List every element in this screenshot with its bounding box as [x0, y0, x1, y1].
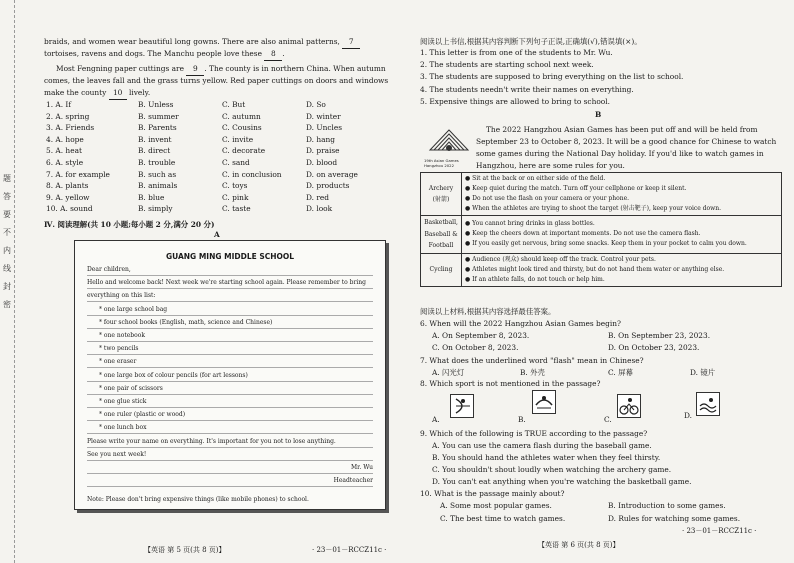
sidebar-char: 题 [3, 174, 11, 183]
cloze-option[interactable]: D. praise [306, 146, 340, 156]
section-a-label: A [214, 230, 220, 239]
cloze-option[interactable]: 8. A. plants [46, 181, 89, 191]
sidebar-char: 答 [3, 192, 11, 201]
rule-item: ● When the athletes are trying to shoot the target (射击靶子), keep your voice down. [465, 205, 722, 212]
notice-title: GUANG MING MIDDLE SCHOOL [165, 252, 295, 261]
rules-row [421, 253, 782, 286]
rules-cell [462, 253, 782, 286]
passage-line: Most Fengning paper cuttings are 9 . The county is in northern China. When autumn [56, 63, 386, 76]
question-8: 8. Which sport is not mentioned in the passage? [420, 379, 601, 388]
notice-line: everything on this list: [87, 291, 373, 302]
q10-option-a[interactable]: A. Some most popular games. [440, 501, 552, 510]
cloze-option[interactable]: D. on average [306, 169, 358, 179]
q10-option-c[interactable]: C. The best time to watch games. [440, 514, 566, 523]
sidebar-char: 要 [3, 210, 11, 219]
q9-option-a[interactable]: A. You can use the camera flash during the baseball game. [432, 441, 652, 450]
cloze-option[interactable]: C. invite [222, 134, 254, 144]
rule-item: ● Do not use the flash on your camera or your phone. [465, 195, 630, 202]
cloze-option[interactable]: 10. A. sound [46, 204, 93, 214]
rule-item: ● Athletes might look tired and thirsty, but do not hand them water or anything else. [465, 265, 725, 273]
supply-list-item: * one notebook [87, 331, 373, 342]
rule-item: ● If an athlete falls, do not touch or help him. [465, 275, 605, 283]
true-false-statement: 2. The students are starting school next week. [420, 60, 594, 70]
cloze-option[interactable]: B. such as [138, 169, 177, 179]
q10-option-d[interactable]: D. Rules for watching some games. [608, 514, 741, 523]
cloze-option[interactable]: 7. A. for example [46, 169, 110, 179]
supply-list-item: * one large box of colour pencils (for art lessons) [87, 371, 373, 382]
blank-10: 10 [109, 87, 127, 100]
cloze-option[interactable]: D. red [306, 192, 329, 202]
rules-table [420, 172, 782, 287]
intro-line: September 23 to October 8, 2023. It will be a good chance for Chinese to watch [476, 137, 777, 146]
cloze-option[interactable]: B. trouble [138, 158, 176, 167]
dragon-boat-pictogram-icon [532, 390, 556, 414]
sport-category: Archery (射箭) [421, 173, 462, 216]
sidebar-char: 不 [3, 228, 11, 237]
sport-category: Basketball, Baseball & Football [421, 216, 462, 254]
question-9: 9. Which of the following is TRUE according to the passage? [420, 429, 648, 438]
supply-list-item: * one eraser [87, 357, 373, 368]
intro-line: Hangzhou, here are some rules for you. [476, 161, 625, 170]
cloze-option[interactable]: C. sand [222, 158, 250, 167]
page-code: · 23－01－RCCZ11c · [682, 527, 757, 535]
true-false-statement: 1. This letter is from one of the students to Mr. Wu. [420, 48, 613, 57]
true-false-statement: 3. The students are supposed to bring everything on the list to school. [420, 72, 684, 82]
q7-option-c[interactable]: C. 屏幕 [608, 368, 633, 377]
fan-logo-icon [424, 126, 474, 154]
cloze-option[interactable]: C. But [222, 100, 246, 109]
sidebar-char: 内 [3, 246, 11, 255]
passage-line: braids, and women wear beautiful long gowns. There are also animal patterns, 7 [44, 36, 360, 49]
cloze-option[interactable]: C. pink [222, 192, 249, 202]
cloze-option[interactable]: B. simply [138, 204, 173, 214]
cloze-option[interactable]: B. animals [138, 181, 178, 191]
sidebar-char: 密 [3, 300, 11, 309]
q9-option-c[interactable]: C. You shouldn't shout loudly when watching the archery game. [432, 465, 672, 474]
instruction: 阅读以上书信,根据其内容判断下列句子正误,正确填(√),错误填(×)。 [420, 37, 642, 46]
q10-option-b[interactable]: B. Introduction to some games. [608, 501, 726, 510]
passage-line: comes, the leaves fall and the grass turns yellow. Red paper cuttings on doors and windows [44, 76, 389, 85]
notice-line: Dear children, [87, 265, 373, 276]
cloze-option[interactable]: 5. A. heat [46, 146, 82, 156]
cloze-option[interactable]: C. in conclusion [222, 169, 282, 179]
blank-7: 7 [342, 36, 360, 49]
rule-item: ● Sit at the back or on either side of the field. [465, 175, 606, 182]
rule-item: ● You cannot bring drinks in glass bottles. [465, 220, 595, 228]
cloze-option[interactable]: B. blue [138, 192, 165, 202]
notice-line: Headteacher [87, 476, 373, 487]
cloze-option[interactable]: 4. A. hope [46, 134, 84, 144]
sidebar-char: 封 [3, 282, 11, 291]
sport-category: Cycling [421, 253, 462, 286]
question-7: 7. What does the underlined word "flash" mean in Chinese? [420, 356, 644, 365]
supply-list-item: * one lunch box [87, 423, 373, 434]
blank-9: 9 [186, 63, 204, 76]
cloze-option[interactable]: D. winter [306, 111, 341, 121]
page-code: · 23－01－RCCZ11c · [312, 546, 387, 554]
section-b-label: B [595, 110, 602, 119]
cloze-option[interactable]: B. Unless [138, 100, 174, 109]
cloze-option[interactable]: B. summer [138, 111, 179, 121]
cloze-option[interactable]: 3. A. Friends [46, 123, 95, 133]
cloze-option[interactable]: B. Parents [138, 123, 177, 133]
q8-option-a[interactable]: A. [432, 415, 440, 424]
intro-line: some games during the National Day holiday. If you'd like to watch games in [476, 149, 764, 158]
supply-list-item: * one glue stick [87, 397, 373, 408]
question-6: 6. When will the 2022 Hangzhou Asian Games begin? [420, 319, 621, 328]
intro-line: The 2022 Hangzhou Asian Games has been put off and will be held from [486, 125, 758, 134]
notice-line: Please write your name on everything. It's important for you not to lose anything. [87, 437, 373, 448]
rules-row [421, 216, 782, 254]
logo-caption: 19th Asian Games Hangzhou 2022 [424, 157, 459, 168]
notice-line: Note: Please don't bring expensive things (like mobile phones) to school. [87, 496, 309, 504]
q8-option-b[interactable]: B. [518, 415, 526, 424]
cloze-option[interactable]: D. products [306, 181, 350, 191]
cloze-option[interactable]: C. taste [222, 204, 251, 214]
supply-list-item: * one large school bag [87, 305, 373, 316]
rules-cell [462, 216, 782, 254]
rules-cell [462, 173, 782, 216]
cloze-option[interactable]: C. Cousins [222, 123, 262, 133]
sidebar-char: 线 [3, 264, 11, 273]
swimming-pictogram-icon [696, 392, 720, 416]
passage-line: make the county 10 lively. [44, 87, 150, 100]
cloze-option[interactable]: B. invent [138, 134, 172, 144]
notice-line: Hello and welcome back! Next week we're starting school again. Please remember to bring [87, 278, 373, 289]
cloze-option[interactable]: B. direct [138, 146, 171, 156]
rule-item: ● If you easily get nervous, bring some snacks. Keep them in your pocket to calm you down. [465, 240, 747, 248]
page-footer: 【英语 第 5 页(共 8 页)】 [144, 546, 226, 554]
passage-line: tortoises, ravens and dogs. The Manchu people love these 8 . [44, 48, 285, 61]
question-10: 10. What is the passage mainly about? [420, 489, 565, 498]
page-footer: 【英语 第 6 页(共 8 页)】 [538, 541, 620, 549]
cycling-pictogram-icon [617, 394, 641, 418]
q9-option-d[interactable]: D. You can't eat anything when you're watching the basketball game. [432, 477, 692, 486]
q7-option-b[interactable]: B. 外壳 [520, 368, 545, 377]
supply-list-item: * one pair of scissors [87, 384, 373, 395]
q8-option-d[interactable]: D. [684, 411, 693, 420]
cloze-option[interactable]: D. blood [306, 158, 338, 167]
rule-item: ● Keep the cheers down at important moments. Do not use the camera flash. [465, 230, 701, 238]
q8-option-c[interactable]: C. [604, 415, 612, 424]
cloze-option[interactable]: D. So [306, 100, 326, 109]
true-false-statement: 4. The students needn't write their names on everything. [420, 84, 634, 94]
binding-line [14, 0, 15, 563]
q7-option-d[interactable]: D. 镜片 [690, 368, 716, 377]
archery-pictogram-icon [450, 394, 474, 418]
supply-list-item: * one ruler (plastic or wood) [87, 410, 373, 421]
cloze-option[interactable]: 6. A. style [46, 158, 84, 167]
q7-option-a[interactable]: A. 闪光灯 [432, 368, 465, 377]
blank-8: 8 [264, 48, 282, 61]
cloze-option[interactable]: D. Uncles [306, 123, 343, 133]
cloze-option[interactable]: 9. A. yellow [46, 192, 90, 202]
cloze-option[interactable]: D. hang [306, 134, 336, 144]
q6-option-b[interactable]: B. On September 23, 2023. [608, 331, 711, 340]
cloze-option[interactable]: C. toys [222, 181, 248, 191]
rules-row [421, 173, 782, 216]
section-heading: Ⅳ. 阅读理解(共 10 小题;每小题 2 分,满分 20 分) [44, 220, 215, 229]
q6-option-a[interactable]: A. On September 8, 2023. [432, 331, 530, 340]
notice-line: Mr. Wu [87, 463, 373, 474]
q6-option-d[interactable]: D. On October 23, 2023. [608, 343, 700, 352]
notice-line: See you next week! [87, 450, 373, 461]
cloze-option[interactable]: 1. A. If [46, 100, 72, 109]
q6-option-c[interactable]: C. On October 8, 2023. [432, 343, 519, 352]
binding-margin-label [0, 170, 14, 420]
true-false-statement: 5. Expensive things are allowed to bring to school. [420, 96, 610, 106]
cloze-option[interactable]: C. autumn [222, 111, 261, 121]
asian-games-logo [424, 126, 474, 166]
cloze-option[interactable]: C. decorate [222, 146, 266, 156]
q9-option-b[interactable]: B. You should hand the athletes water when they feel thirsty. [432, 453, 661, 462]
supply-list-item: * two pencils [87, 344, 373, 355]
supply-list-item: * four school books (English, math, science and Chinese) [87, 318, 373, 329]
cloze-option[interactable]: 2. A. spring [46, 111, 90, 121]
instruction: 阅读以上材料,根据其内容选择最佳答案。 [420, 307, 556, 316]
rule-item: ● Audience (观众) should keep off the track. Control your pets. [465, 255, 656, 263]
cloze-option[interactable]: D. look [306, 204, 333, 214]
rule-item: ● Keep quiet during the match. Turn off your cellphone or keep it silent. [465, 185, 687, 192]
notice-letter [74, 240, 386, 510]
